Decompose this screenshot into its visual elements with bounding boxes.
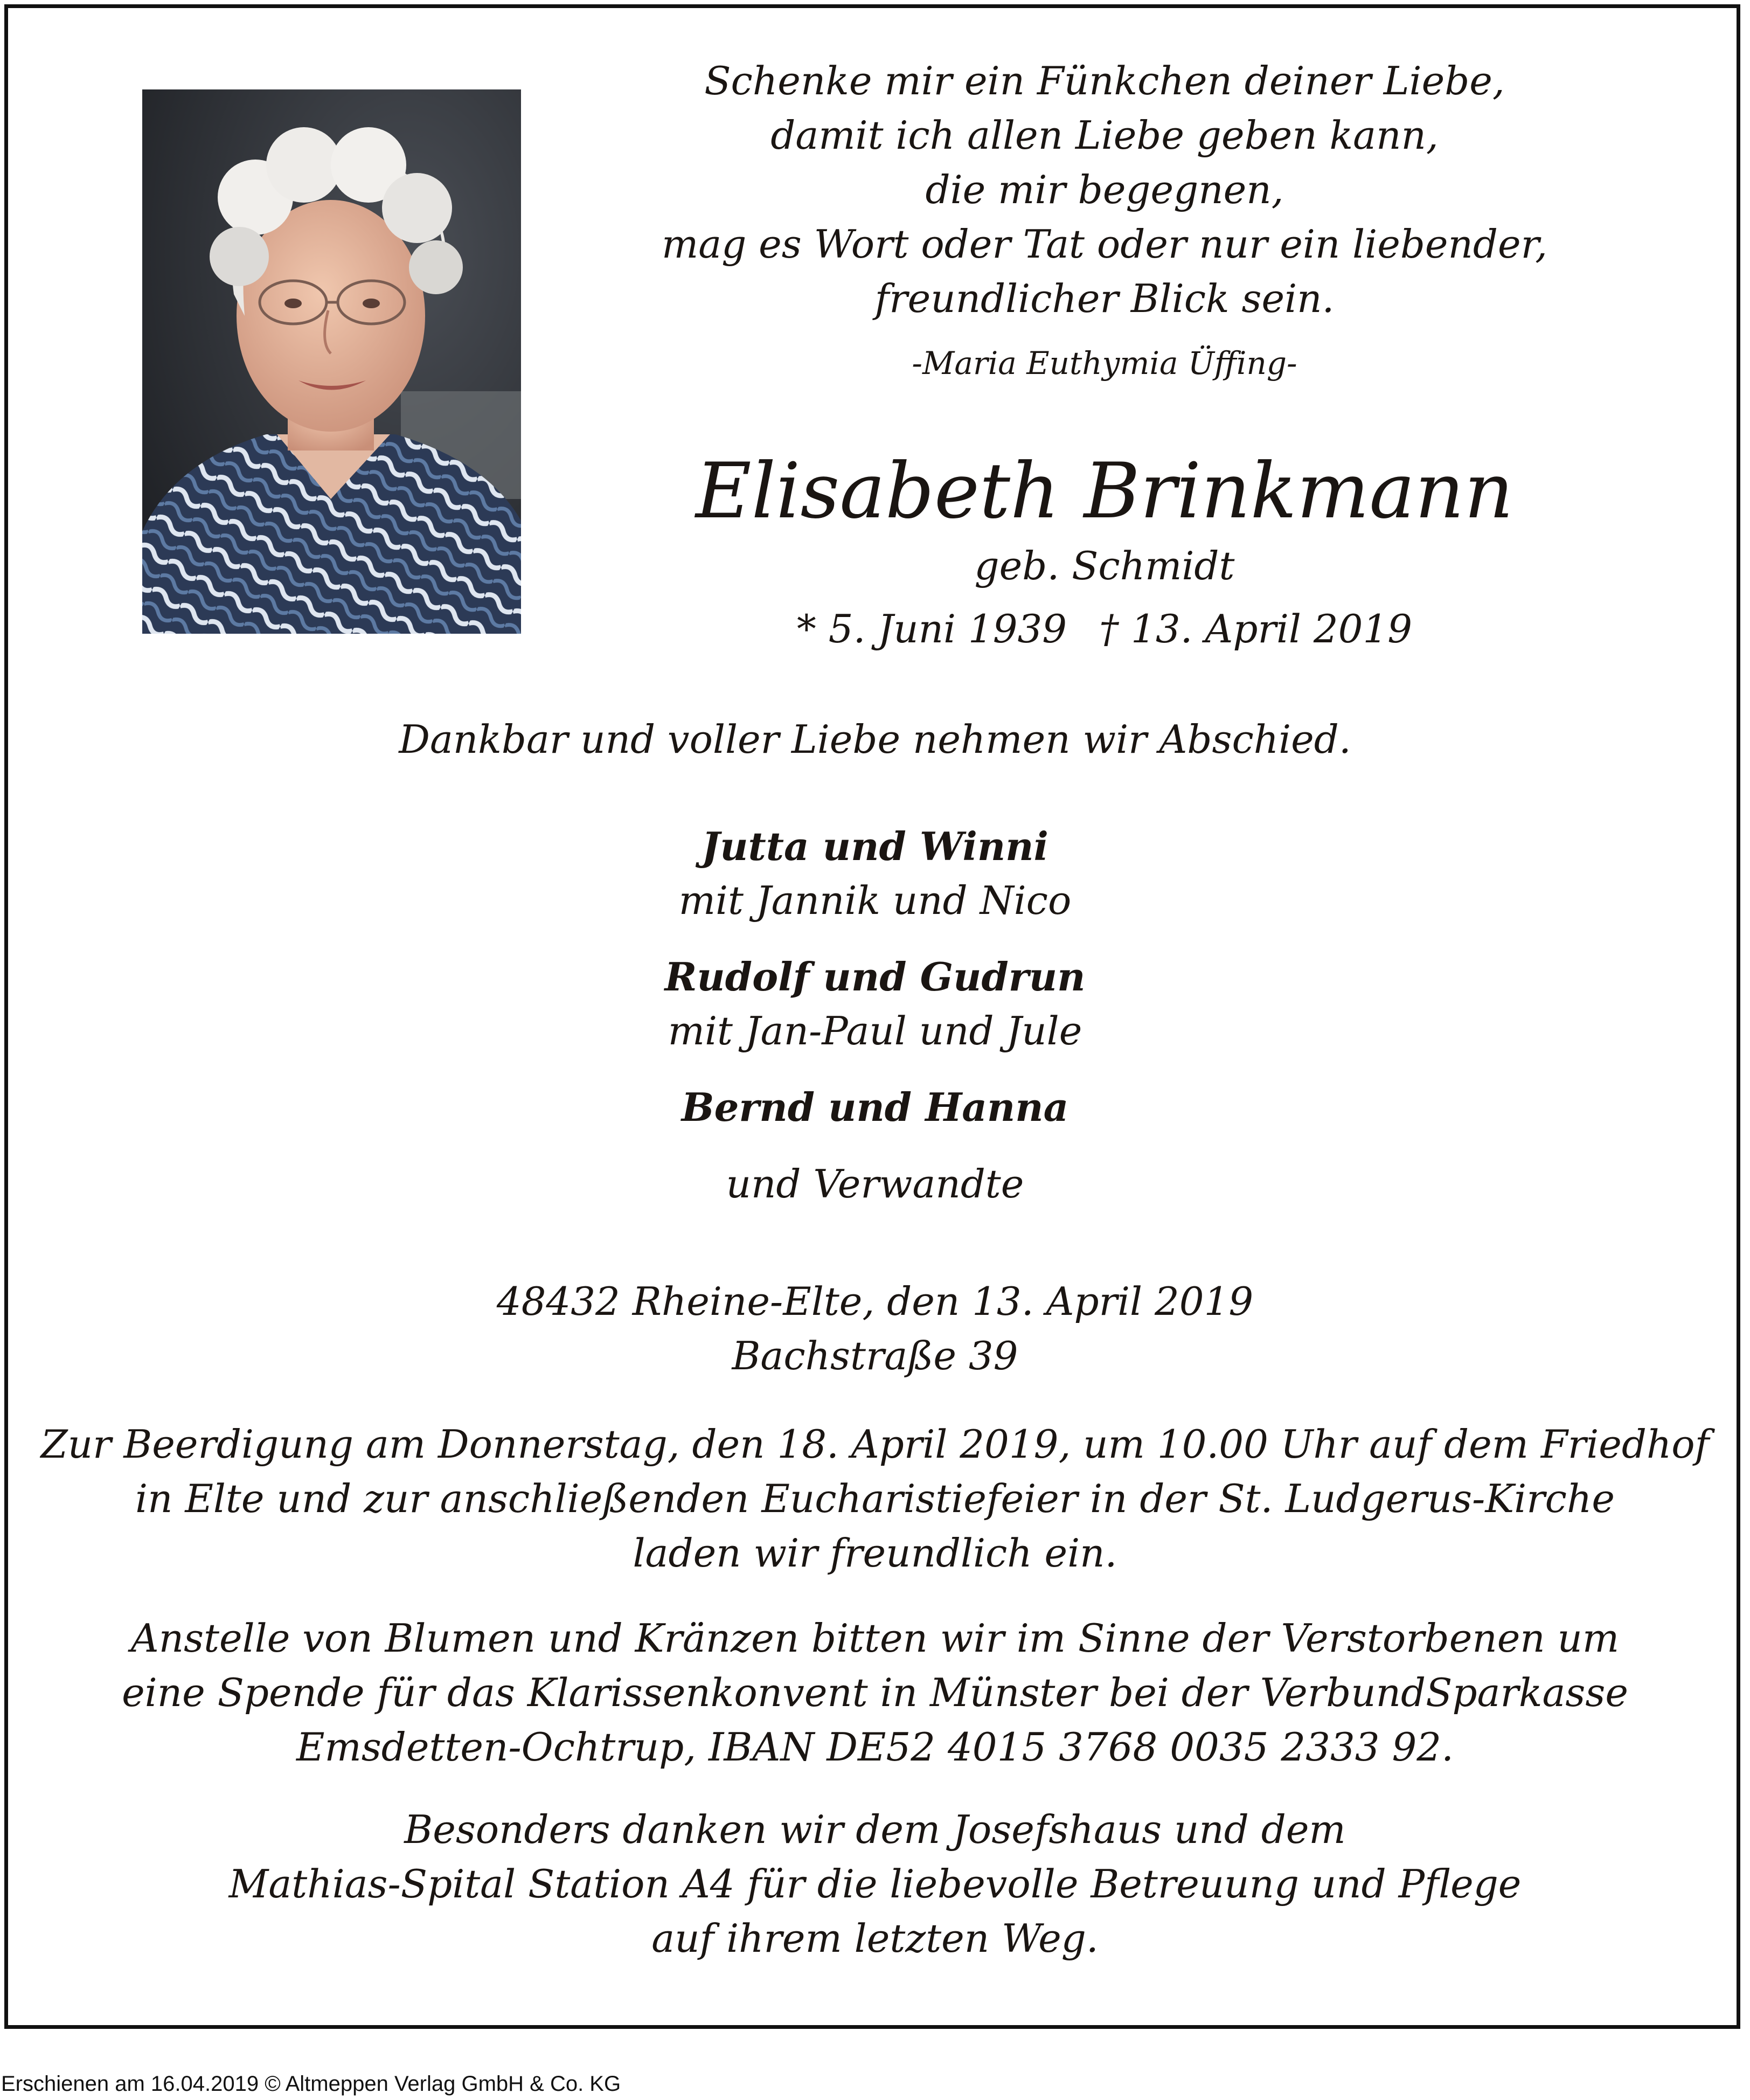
poem-line: Schenke mir ein Fünkchen deiner Liebe,: [704, 58, 1505, 103]
thanks-line: auf ihrem letzten Weg.: [651, 1916, 1099, 1961]
thanks-line: Mathias-Spital Station A4 für die liebevolle Betreuung und Pflege: [228, 1861, 1522, 1907]
death-date: † 13. April 2019: [1099, 606, 1413, 652]
poem-line: damit ich allen Liebe geben kann,: [770, 113, 1439, 158]
mourner-members: mit Jan-Paul und Jule: [668, 1008, 1082, 1054]
mourner-members: mit Jannik und Nico: [678, 878, 1072, 923]
mourner-family: [108, 819, 1642, 928]
donation-line: Emsdetten-Ochtrup, IBAN DE52 4015 3768 0035 2333 92.: [296, 1724, 1454, 1770]
poem-line: mag es Wort oder Tat oder nur ein liebender,: [662, 221, 1547, 267]
donation-request: [32, 1611, 1718, 1775]
mourner-name: Bernd und Hanna: [681, 1084, 1069, 1130]
funeral-line: Zur Beerdigung am Donnerstag, den 18. April 2019, um 10.00 Uhr auf dem Friedhof: [40, 1422, 1710, 1467]
poem-author: -Maria Euthymia Üffing-: [912, 345, 1297, 382]
donation-line: eine Spende für das Klarissenkonvent in Münster bei der VerbundSparkasse: [122, 1670, 1628, 1715]
funeral-line: in Elte und zur anschließenden Eucharistiefeier in der St. Ludgerus-Kirche: [135, 1476, 1615, 1521]
address-place-date: 48432 Rheine-Elte, den 13. April 2019: [496, 1279, 1254, 1324]
publication-footer: Erschienen am 16.04.2019 © Altmeppen Verlag GmbH & Co. KG: [1, 2072, 621, 2096]
mourner-family: [108, 1080, 1642, 1134]
address: [108, 1274, 1642, 1383]
maiden-name: geb. Schmidt: [974, 543, 1235, 588]
portrait-photo: [142, 89, 521, 634]
mourner-name: Rudolf und Gudrun: [664, 954, 1086, 1000]
poem: [620, 54, 1589, 326]
thanks-text: [32, 1803, 1718, 1966]
mourner-family: [108, 949, 1642, 1058]
donation-line: Anstelle von Blumen und Kränzen bitten wir im Sinne der Verstorbenen um: [130, 1616, 1620, 1661]
relatives-text: und Verwandte: [726, 1161, 1024, 1207]
birth-date: * 5. Juni 1939: [796, 606, 1067, 652]
poem-line: freundlicher Blick sein.: [874, 276, 1335, 321]
thanks-line: Besonders danken wir dem Josefshaus und dem: [404, 1807, 1346, 1852]
address-street: Bachstraße 39: [732, 1333, 1018, 1378]
funeral-invitation: [32, 1417, 1718, 1581]
portrait-illustration: [142, 89, 521, 634]
funeral-line: laden wir freundlich ein.: [633, 1530, 1117, 1576]
mourners-list: [108, 819, 1642, 1134]
poem-line: die mir begegnen,: [925, 167, 1284, 212]
deceased-name: Elisabeth Brinkmann: [696, 447, 1513, 536]
life-dates: [620, 606, 1589, 652]
mourner-name: Jutta und Winni: [702, 823, 1048, 869]
farewell-text: Dankbar und voller Liebe nehmen wir Abschied.: [399, 717, 1351, 762]
